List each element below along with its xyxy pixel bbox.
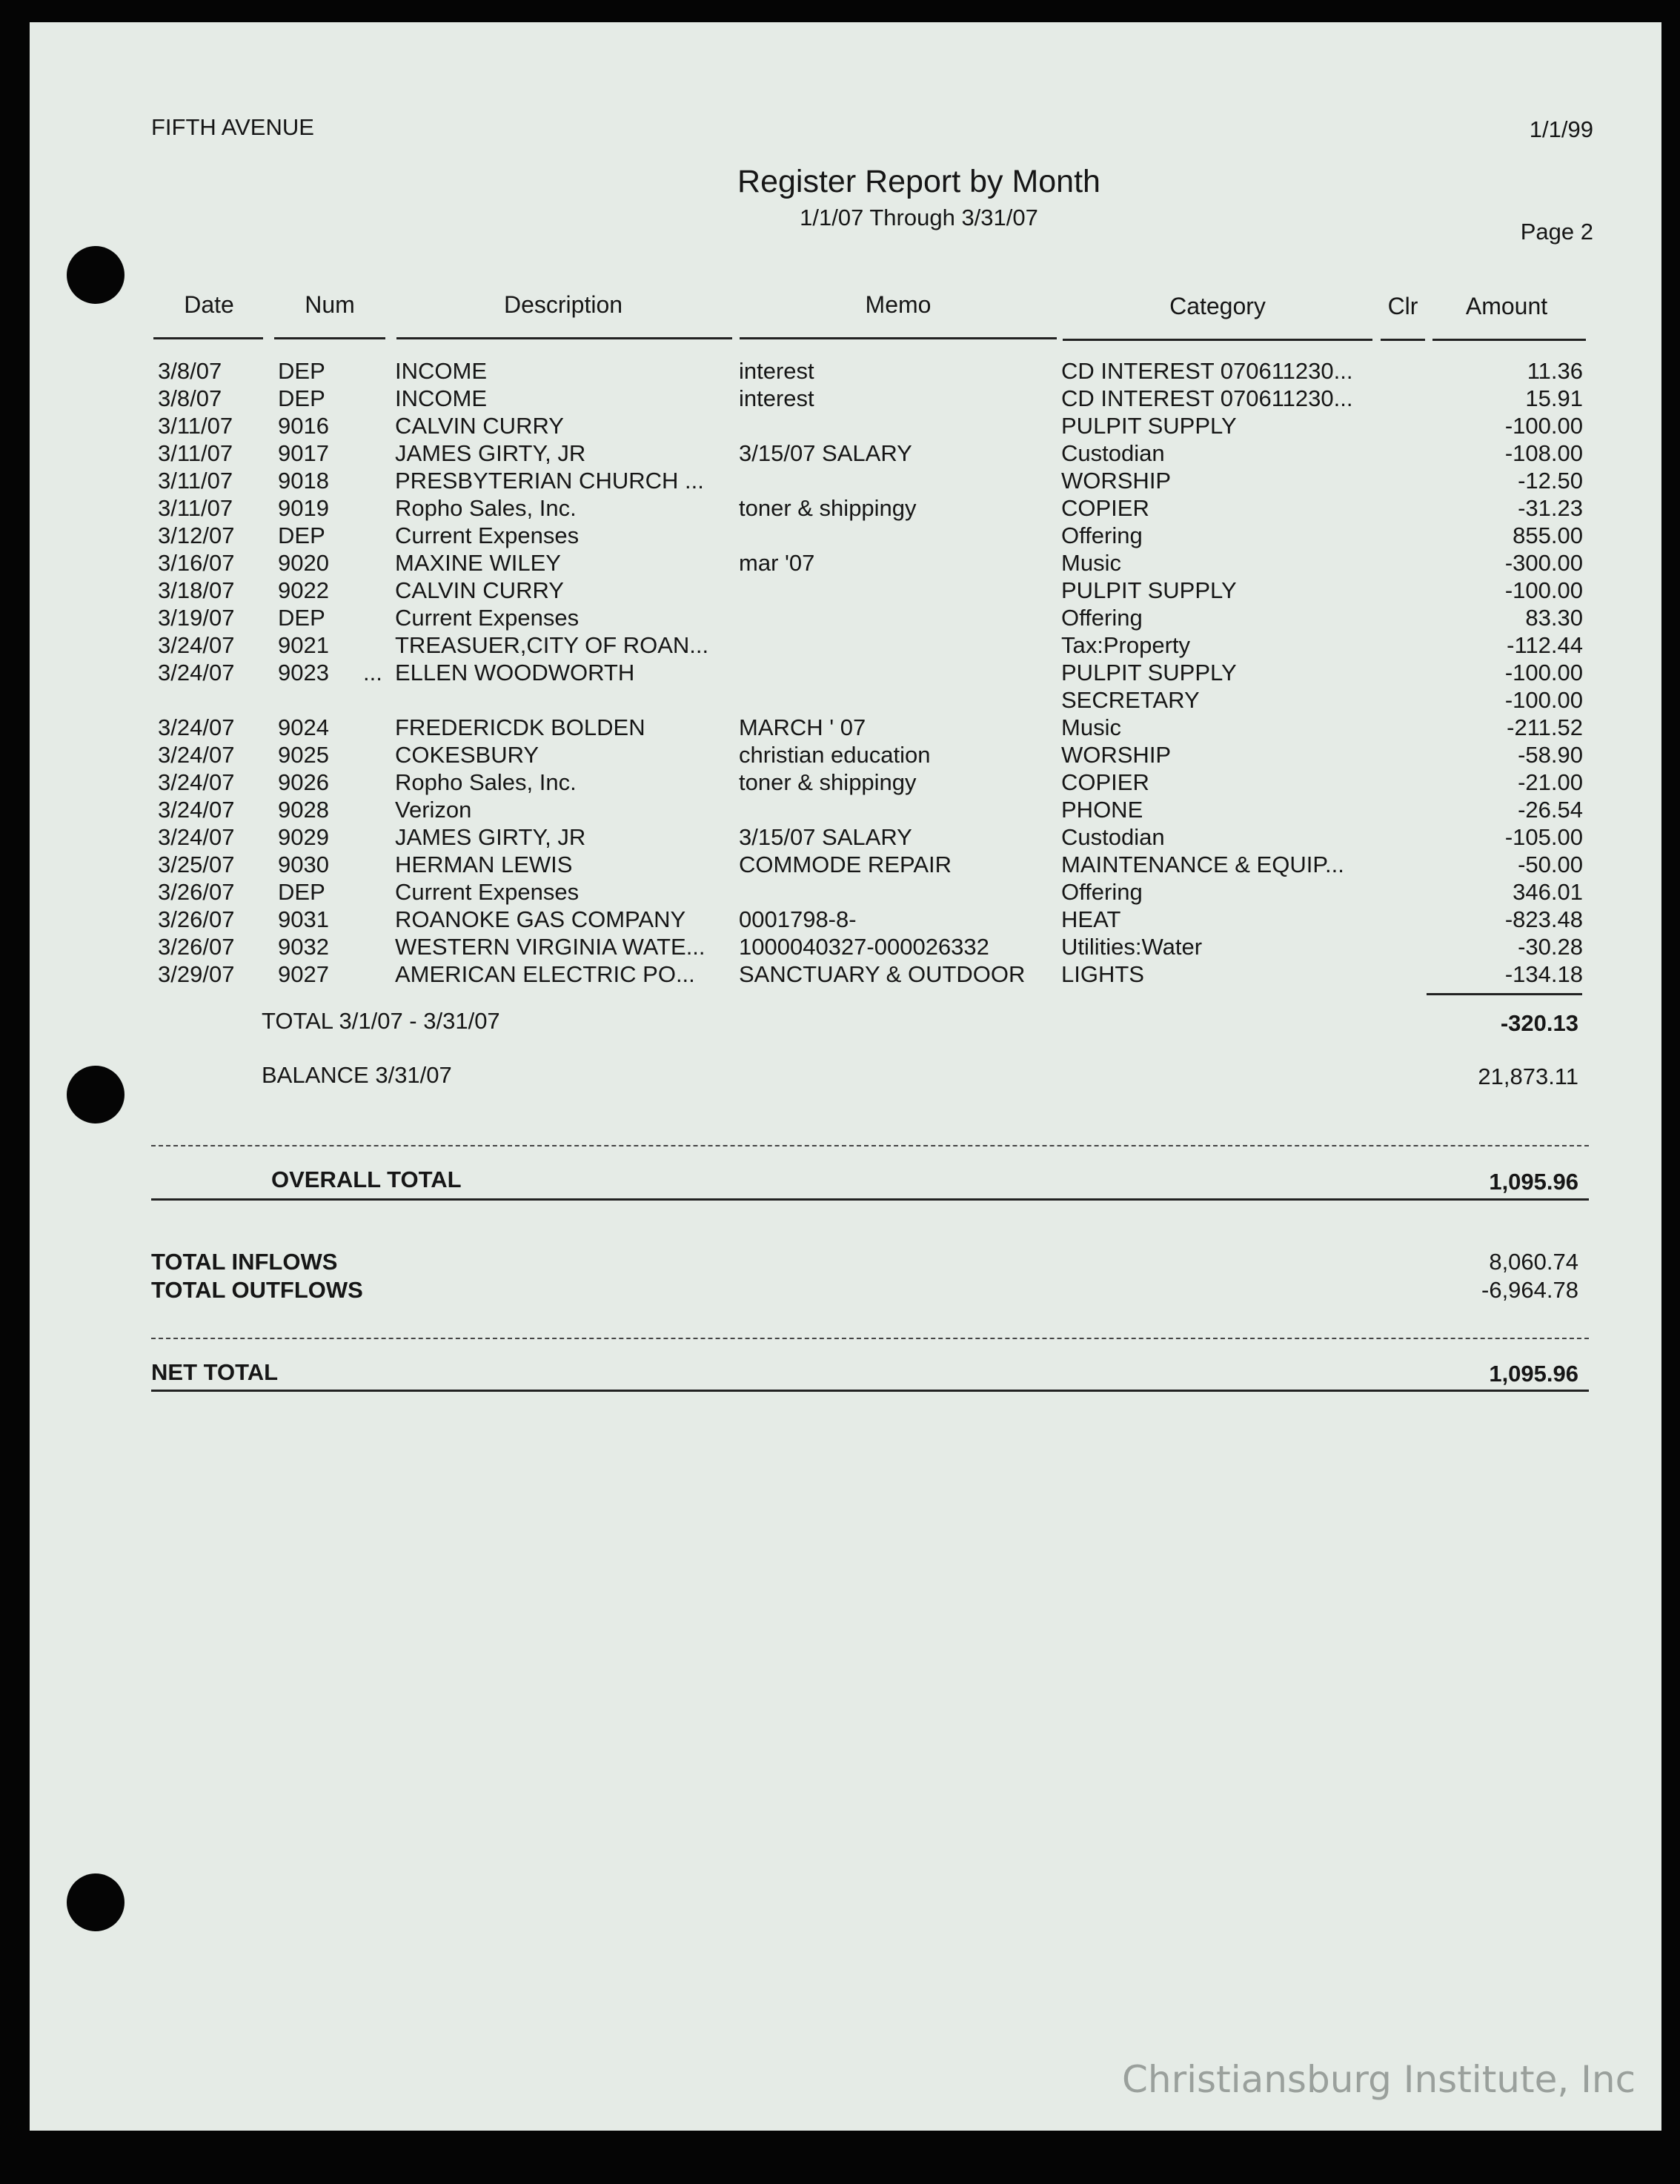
net-total-label: NET TOTAL <box>151 1359 279 1385</box>
cell-category: HEAT <box>1061 906 1121 932</box>
cell-amount: 855.00 <box>1513 522 1583 548</box>
cell-num: 9019 <box>278 495 329 521</box>
table-row <box>30 468 1661 495</box>
table-row <box>30 714 1661 742</box>
cell-date: 3/24/07 <box>158 742 235 768</box>
cell-amount: -31.23 <box>1518 495 1583 521</box>
cell-date: 3/11/07 <box>158 468 233 494</box>
page-number: Page 2 <box>1520 219 1593 245</box>
cell-description: MAXINE WILEY <box>395 550 561 576</box>
column-header-description: Description <box>503 291 623 318</box>
cell-num: 9031 <box>278 906 329 932</box>
cell-num: DEP <box>278 358 325 384</box>
cell-num: 9029 <box>278 824 329 850</box>
cell-description: JAMES GIRTY, JR <box>395 440 586 466</box>
table-row <box>30 577 1661 605</box>
column-header-amount: Amount <box>1465 293 1548 319</box>
column-header-num: Num <box>305 291 355 318</box>
cell-category: Custodian <box>1061 440 1165 466</box>
cell-num: DEP <box>278 605 325 631</box>
cell-description: ROANOKE GAS COMPANY <box>395 906 686 932</box>
cell-category: Offering <box>1061 522 1143 548</box>
cell-num: 9017 <box>278 440 329 466</box>
cell-amount: -12.50 <box>1518 468 1583 494</box>
cell-date: 3/19/07 <box>158 605 235 631</box>
cell-num: 9021 <box>278 632 329 658</box>
table-row <box>30 742 1661 769</box>
cell-date: 3/24/07 <box>158 660 235 686</box>
cell-amount: -100.00 <box>1504 577 1583 603</box>
cell-date: 3/12/07 <box>158 522 235 548</box>
table-row <box>30 934 1661 961</box>
column-header-clr: Clr <box>1387 293 1418 319</box>
cell-date: 3/26/07 <box>158 934 235 960</box>
cell-category: PULPIT SUPPLY <box>1061 660 1237 686</box>
cell-description: JAMES GIRTY, JR <box>395 824 586 850</box>
cell-description: INCOME <box>395 358 487 384</box>
cell-category: PHONE <box>1061 797 1143 823</box>
cell-amount: -21.00 <box>1518 769 1583 795</box>
cell-category: Music <box>1061 714 1121 740</box>
overall-total-value: 1,095.96 <box>1489 1169 1578 1195</box>
cell-amount: -26.54 <box>1518 797 1583 823</box>
table-row <box>30 632 1661 660</box>
cell-num: 9016 <box>278 413 329 439</box>
cell-memo: christian education <box>739 742 931 768</box>
divider-dashed <box>151 1338 1589 1339</box>
cell-num: DEP <box>278 522 325 548</box>
cell-date: 3/18/07 <box>158 577 235 603</box>
cell-category: Music <box>1061 550 1121 576</box>
cell-amount: -300.00 <box>1504 550 1583 576</box>
cell-amount: -112.44 <box>1507 632 1583 658</box>
cell-num: DEP <box>278 879 325 905</box>
cell-category: Custodian <box>1061 824 1165 850</box>
cell-date: 3/11/07 <box>158 440 233 466</box>
organization-name: FIFTH AVENUE <box>151 114 314 140</box>
cell-num: 9022 <box>278 577 329 603</box>
balance-label: BALANCE 3/31/07 <box>262 1062 452 1088</box>
cell-memo: 0001798-8- <box>739 906 857 932</box>
cell-date: 3/24/07 <box>158 632 235 658</box>
watermark: Christiansburg Institute, Inc <box>1122 2058 1636 2101</box>
cell-category: CD INTEREST 070611230... <box>1061 385 1353 411</box>
cell-category: PULPIT SUPPLY <box>1061 577 1237 603</box>
cell-amount: -823.48 <box>1504 906 1583 932</box>
cell-description: AMERICAN ELECTRIC PO... <box>395 961 695 987</box>
cell-description: CALVIN CURRY <box>395 413 564 439</box>
cell-description: Current Expenses <box>395 605 580 631</box>
cell-category: Offering <box>1061 605 1143 631</box>
cell-amount: 346.01 <box>1513 879 1583 905</box>
cell-description: COKESBURY <box>395 742 539 768</box>
cell-amount: -105.00 <box>1504 824 1583 850</box>
cell-description: Verizon <box>395 797 472 823</box>
cell-description: Ropho Sales, Inc. <box>395 495 577 521</box>
cell-date: 3/25/07 <box>158 852 235 877</box>
cell-num: 9020 <box>278 550 329 576</box>
cell-date: 3/26/07 <box>158 879 235 905</box>
cell-num: 9028 <box>278 797 329 823</box>
cell-date: 3/16/07 <box>158 550 235 576</box>
cell-description: WESTERN VIRGINIA WATE... <box>395 934 705 960</box>
cell-num: 9023 <box>278 660 329 686</box>
cell-amount: 83.30 <box>1525 605 1583 631</box>
table-row <box>30 440 1661 468</box>
cell-description: PRESBYTERIAN CHURCH ... <box>395 468 704 494</box>
document-page <box>30 22 1661 2131</box>
cell-description: INCOME <box>395 385 487 411</box>
cell-amount: 11.36 <box>1527 358 1583 384</box>
cell-amount: -100.00 <box>1504 687 1583 713</box>
table-row <box>30 687 1661 714</box>
table-row <box>30 385 1661 413</box>
cell-num: 9030 <box>278 852 329 877</box>
cell-date: 3/11/07 <box>158 495 233 521</box>
cell-category: Utilities:Water <box>1061 934 1203 960</box>
cell-category: CD INTEREST 070611230... <box>1061 358 1353 384</box>
cell-category: SECRETARY <box>1061 687 1200 713</box>
total-outflows-value: -6,964.78 <box>1481 1277 1578 1303</box>
cell-date: 3/29/07 <box>158 961 235 987</box>
cell-amount: -50.00 <box>1518 852 1583 877</box>
cell-description: FREDERICDK BOLDEN <box>395 714 645 740</box>
table-row <box>30 605 1661 632</box>
cell-category: MAINTENANCE & EQUIP... <box>1061 852 1344 877</box>
cell-category: WORSHIP <box>1061 468 1172 494</box>
cell-date: 3/26/07 <box>158 906 235 932</box>
period-total-value: -320.13 <box>1500 1010 1578 1036</box>
balance-value: 21,873.11 <box>1478 1063 1578 1089</box>
cell-memo: toner & shippingy <box>739 495 917 521</box>
cell-description: TREASUER,CITY OF ROAN... <box>395 632 709 658</box>
cell-date: 3/8/07 <box>158 385 222 411</box>
cell-amount: -100.00 <box>1504 413 1583 439</box>
cell-num: 9027 <box>278 961 329 987</box>
period-total-label: TOTAL 3/1/07 - 3/31/07 <box>262 1008 500 1034</box>
total-inflows-label: TOTAL INFLOWS <box>151 1249 338 1275</box>
cell-date: 3/24/07 <box>158 824 235 850</box>
cell-num: 9032 <box>278 934 329 960</box>
cell-memo: COMMODE REPAIR <box>739 852 952 877</box>
cell-date: 3/24/07 <box>158 797 235 823</box>
column-header-category: Category <box>1169 293 1266 319</box>
table-row <box>30 852 1661 879</box>
cell-amount: -30.28 <box>1518 934 1583 960</box>
cell-memo: interest <box>739 358 814 384</box>
cell-memo: SANCTUARY & OUTDOOR <box>739 961 1026 987</box>
report-date: 1/1/99 <box>1529 116 1593 142</box>
report-date-range: 1/1/07 Through 3/31/07 <box>800 205 1038 230</box>
cell-date: 3/24/07 <box>158 769 235 795</box>
cell-memo: 3/15/07 SALARY <box>739 440 912 466</box>
cell-amount: -134.18 <box>1504 961 1583 987</box>
cell-memo: 1000040327-000026332 <box>739 934 989 960</box>
divider-solid <box>151 1198 1589 1201</box>
cell-category: COPIER <box>1061 769 1149 795</box>
table-row <box>30 522 1661 550</box>
cell-description: ELLEN WOODWORTH <box>395 660 635 686</box>
cell-amount: -58.90 <box>1518 742 1583 768</box>
cell-description: Current Expenses <box>395 522 580 548</box>
table-row <box>30 550 1661 577</box>
total-inflows-value: 8,060.74 <box>1489 1249 1578 1275</box>
cell-category: Tax:Property <box>1061 632 1191 658</box>
net-total-value: 1,095.96 <box>1489 1361 1578 1387</box>
cell-date: 3/8/07 <box>158 358 222 384</box>
table-row <box>30 358 1661 385</box>
table-row <box>30 797 1661 824</box>
table-row <box>30 495 1661 522</box>
cell-num: 9025 <box>278 742 329 768</box>
table-row <box>30 769 1661 797</box>
divider-dashed <box>151 1145 1589 1146</box>
cell-amount: 15.91 <box>1525 385 1583 411</box>
cell-num: DEP <box>278 385 325 411</box>
cell-description: CALVIN CURRY <box>395 577 564 603</box>
column-header-memo: Memo <box>865 291 932 318</box>
cell-memo: mar '07 <box>739 550 815 576</box>
total-outflows-label: TOTAL OUTFLOWS <box>151 1277 363 1303</box>
report-title: Register Report by Month <box>737 164 1100 199</box>
cell-memo: MARCH ' 07 <box>739 714 866 740</box>
cell-memo: 3/15/07 SALARY <box>739 824 912 850</box>
table-row <box>30 824 1661 852</box>
cell-memo: interest <box>739 385 814 411</box>
cell-memo: toner & shippingy <box>739 769 917 795</box>
table-row <box>30 961 1661 989</box>
cell-num: 9026 <box>278 769 329 795</box>
cell-amount: -211.52 <box>1507 714 1583 740</box>
table-row <box>30 660 1661 687</box>
cell-split-marker: ... <box>363 660 382 686</box>
cell-description: Current Expenses <box>395 879 580 905</box>
cell-category: COPIER <box>1061 495 1149 521</box>
overall-total-label: OVERALL TOTAL <box>271 1166 462 1192</box>
cell-num: 9024 <box>278 714 329 740</box>
cell-date: 3/24/07 <box>158 714 235 740</box>
divider-solid <box>151 1390 1589 1392</box>
column-header-date: Date <box>184 291 234 318</box>
cell-category: Offering <box>1061 879 1143 905</box>
cell-category: WORSHIP <box>1061 742 1172 768</box>
cell-description: HERMAN LEWIS <box>395 852 573 877</box>
table-row <box>30 906 1661 934</box>
table-row <box>30 413 1661 440</box>
cell-category: LIGHTS <box>1061 961 1144 987</box>
cell-date: 3/11/07 <box>158 413 233 439</box>
table-row <box>30 879 1661 906</box>
cell-num: 9018 <box>278 468 329 494</box>
cell-amount: -108.00 <box>1504 440 1583 466</box>
cell-amount: -100.00 <box>1504 660 1583 686</box>
cell-description: Ropho Sales, Inc. <box>395 769 577 795</box>
subtotal-rule <box>1427 993 1582 995</box>
cell-category: PULPIT SUPPLY <box>1061 413 1237 439</box>
